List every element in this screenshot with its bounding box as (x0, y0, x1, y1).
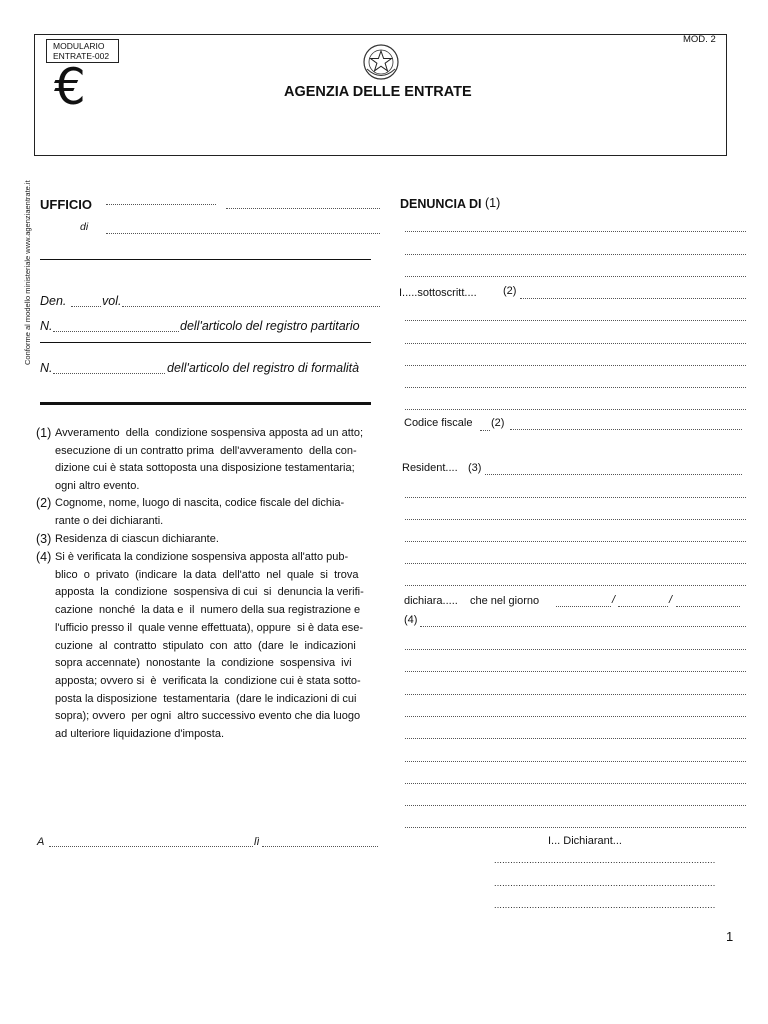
note-3-number: (3) (36, 532, 52, 546)
event-line-3[interactable] (405, 694, 746, 695)
note-4-number: (4) (36, 550, 52, 564)
signature-line-2[interactable]: .................................................................................. (494, 878, 716, 888)
a-label: A (37, 836, 45, 848)
event-line-0[interactable] (420, 626, 746, 627)
che-nel-giorno-label: che nel giorno (470, 595, 540, 607)
day-field[interactable] (556, 606, 611, 607)
sottoscritt-line-1[interactable] (405, 320, 746, 321)
note-1-number: (1) (36, 426, 52, 440)
denuncia-ref: (1) (485, 196, 501, 210)
event-line-1[interactable] (405, 649, 746, 650)
resident-line-1[interactable] (405, 497, 746, 498)
sottoscritt-line-0[interactable] (520, 298, 746, 299)
codice-fiscale-ref: (2) (491, 417, 505, 429)
event-line-7[interactable] (405, 783, 746, 784)
place-field[interactable] (49, 846, 253, 847)
side-note: Conforme al modello ministeriale www.agenziaentrate.it (23, 180, 32, 365)
mod-number: MOD. 2 (683, 34, 716, 45)
resident-line-2[interactable] (405, 519, 746, 520)
ufficio-field-2[interactable] (226, 208, 380, 209)
codice-fiscale-label: Codice fiscale (404, 417, 473, 429)
modulario-line2: ENTRATE-002 (53, 51, 110, 61)
date-field[interactable] (262, 846, 378, 847)
resident-line-3[interactable] (405, 541, 746, 542)
resident-label: Resident.... (402, 462, 458, 474)
page-number: 1 (726, 929, 734, 944)
di-field[interactable] (106, 233, 380, 234)
resident-line-5[interactable] (405, 585, 746, 586)
emblem-icon (361, 42, 401, 82)
signature-line-1[interactable]: .................................................................................. (494, 855, 716, 865)
note-4-text: Si è verificata la condizione sospensiva apposta all'atto pub- blico o privato (indicare la data dell'atto nel quale si trova apposta la condizione sospensiva di cui si denuncia la verifi- cazione nonché la data e il numero della sua registrazione e l'ufficio presso il quale venne effettuata), oppure si è data ese- cuzione al contratto stipulato con atto (dare le indicazioni sopra accennate) nonostante la condizione sospensiva ivi apposta; ovvero si è verificata la condizione cui è stata sotto- posta la disposizione testamentaria (dare le indicazioni di cui sopra); ovvero per ogni altro successivo evento che dia luogo ad ulteriore liquidazione d'imposta. (55, 551, 364, 741)
registro-partitario-label: dell'articolo del registro partitario (180, 319, 360, 333)
separator-thick (40, 402, 371, 405)
separator-1 (40, 259, 371, 260)
event-line-5[interactable] (405, 738, 746, 739)
ufficio-field-1[interactable] (106, 204, 216, 205)
note-1-text: Avveramento della condizione sospensiva apposta ad un atto; esecuzione di un contratto prima dell'avveramento della con- dizione cui è stata sottoposta una disposizione testamentaria; ogni altro evento. (55, 427, 363, 493)
event-line-8[interactable] (405, 805, 746, 806)
di-label: di (80, 221, 89, 233)
n1-field[interactable] (53, 331, 179, 332)
event-line-4[interactable] (405, 716, 746, 717)
den-label: Den. (40, 294, 67, 308)
resident-line-4[interactable] (405, 563, 746, 564)
event-line-2[interactable] (405, 671, 746, 672)
codice-fiscale-gap (480, 430, 490, 431)
den-field[interactable] (71, 306, 101, 307)
dichiarant-label: I... Dichiarant... (548, 835, 622, 847)
sottoscritt-line-5[interactable] (405, 409, 746, 410)
agency-title: AGENZIA DELLE ENTRATE (284, 84, 472, 100)
separator-2 (40, 342, 371, 343)
note-2-text: Cognome, nome, luogo di nascita, codice fiscale del dichia- rante o dei dichiaranti. (55, 497, 345, 527)
date-slash-2: / (669, 594, 673, 606)
dichiara-label: dichiara..... (404, 595, 458, 607)
modulario-line1: MODULARIO (53, 41, 105, 51)
resident-ref: (3) (468, 462, 482, 474)
sottoscritt-line-3[interactable] (405, 365, 746, 366)
note-2-number: (2) (36, 496, 52, 510)
sottoscritt-line-2[interactable] (405, 343, 746, 344)
denuncia-line-1[interactable] (405, 231, 746, 232)
n2-field[interactable] (53, 373, 165, 374)
registro-formalita-label: dell'articolo del registro di formalità (167, 361, 360, 375)
resident-line-0[interactable] (485, 474, 742, 475)
ref-4: (4) (404, 614, 418, 626)
euro-icon: € (54, 58, 86, 116)
note-3-text: Residenza di ciascun dichiarante. (55, 533, 219, 545)
denuncia-label: DENUNCIA DI (400, 197, 482, 211)
date-slash-1: / (612, 594, 616, 606)
signature-line-3[interactable]: .................................................................................. (494, 900, 716, 910)
sottoscritt-line-4[interactable] (405, 387, 746, 388)
ufficio-label: UFFICIO (40, 197, 92, 212)
sottoscritt-ref: (2) (503, 285, 517, 297)
li-label: lì (254, 836, 260, 848)
vol-label: vol. (102, 294, 122, 308)
denuncia-line-3[interactable] (405, 276, 746, 277)
codice-fiscale-field[interactable] (510, 429, 742, 430)
month-field[interactable] (618, 606, 668, 607)
event-line-6[interactable] (405, 761, 746, 762)
vol-field[interactable] (122, 306, 380, 307)
year-field[interactable] (676, 606, 740, 607)
n2-label: N. (40, 361, 53, 375)
sottoscritt-label: I.....sottoscritt.... (399, 287, 477, 299)
denuncia-line-2[interactable] (405, 254, 746, 255)
n1-label: N. (40, 319, 53, 333)
event-line-9[interactable] (405, 827, 746, 828)
